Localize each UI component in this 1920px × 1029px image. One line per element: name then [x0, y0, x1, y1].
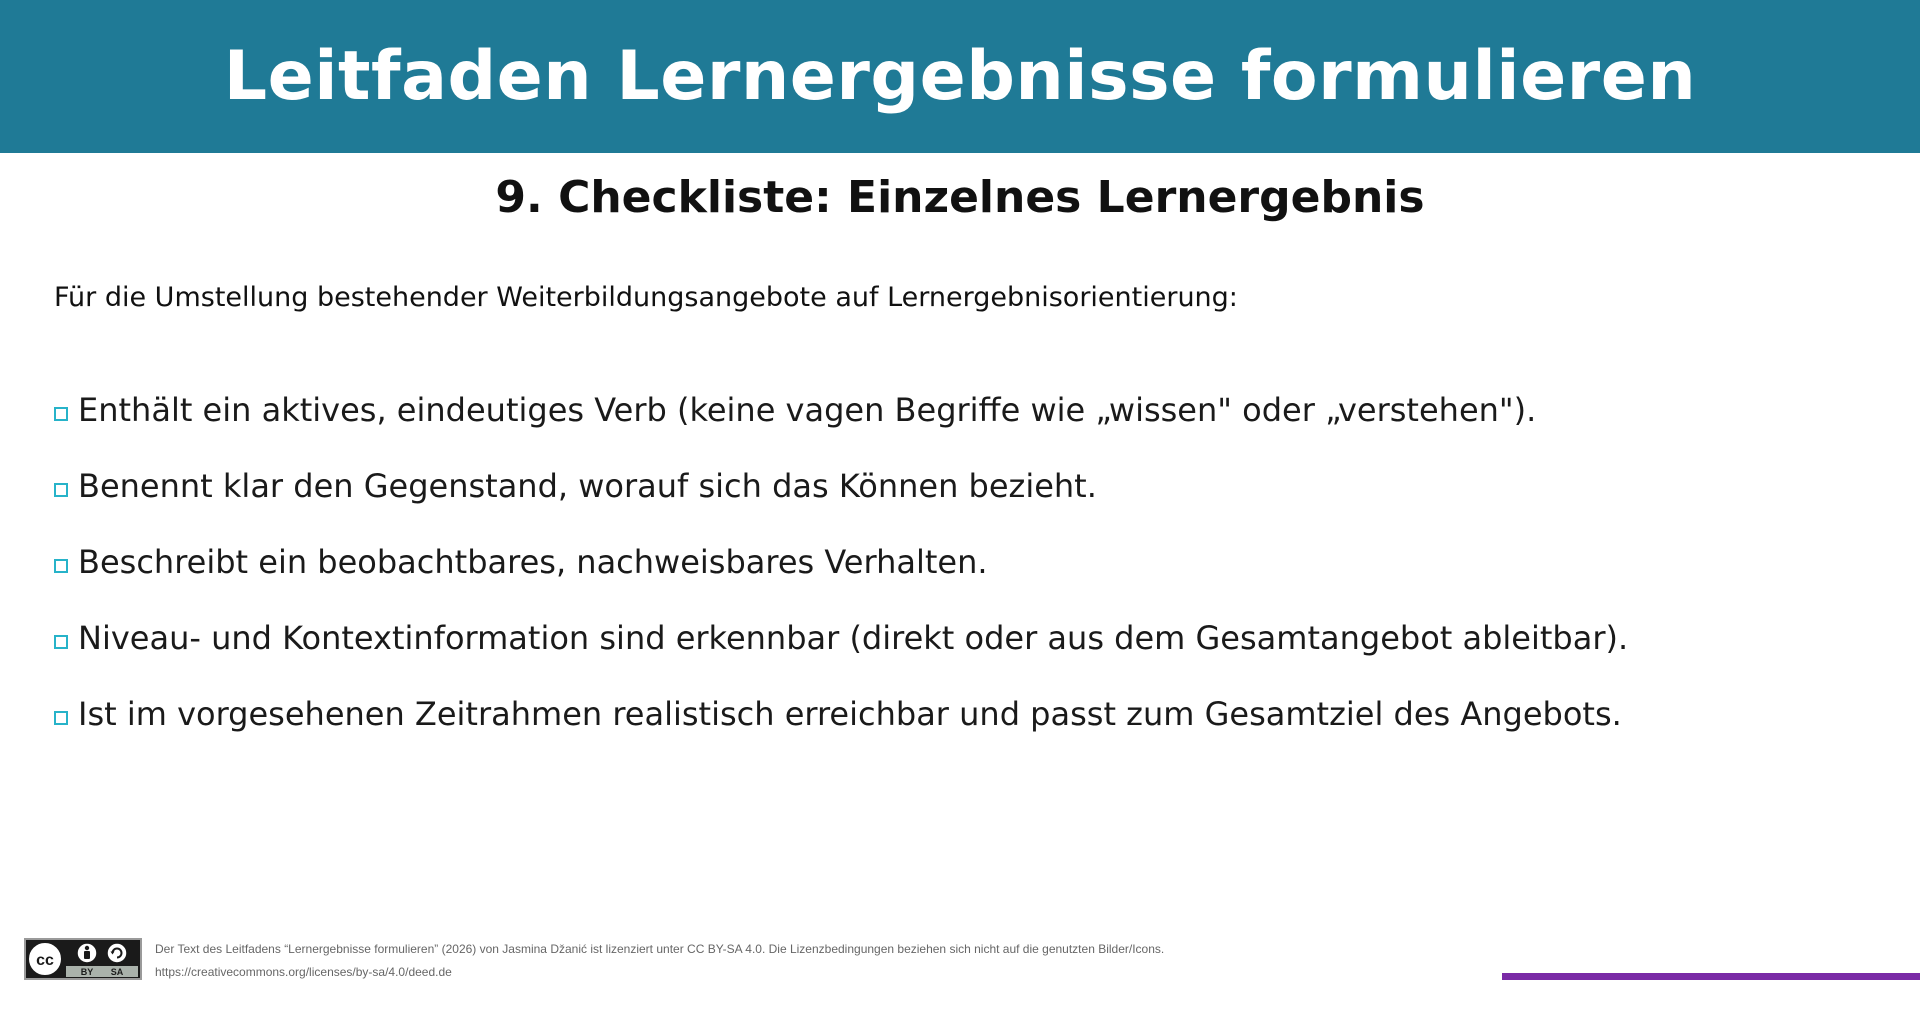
- sa-badge-label: SA: [110, 967, 124, 977]
- checklist-item-label: Ist im vorgesehenen Zeitrahmen realistisch erreichbar und passt zum Gesamtziel des Angebots.: [78, 695, 1622, 733]
- intro-text: Für die Umstellung bestehender Weiterbildungsangebote auf Lernergebnisorientierung:: [54, 282, 1238, 313]
- checkbox-outline-icon: [54, 559, 68, 573]
- checklist-item-label: Beschreibt ein beobachtbares, nachweisbares Verhalten.: [78, 543, 988, 581]
- header-banner: [0, 0, 1920, 153]
- checklist-item-label: Benennt klar den Gegenstand, worauf sich das Können bezieht.: [78, 467, 1097, 505]
- checkbox-outline-icon: [54, 711, 68, 725]
- checkbox-outline-icon: [54, 483, 68, 497]
- checklist-item: [54, 372, 1628, 448]
- cc-by-sa-badge-graphic: [26, 940, 140, 978]
- checklist-item: [54, 600, 1628, 676]
- by-badge-label: BY: [80, 967, 94, 977]
- checklist-item-label: Niveau- und Kontextinformation sind erkennbar (direkt oder aus dem Gesamtangebot ableitbar).: [78, 619, 1629, 657]
- license-notice: [155, 938, 1164, 984]
- checklist-item: [54, 524, 1628, 600]
- license-statement: Der Text des Leitfadens “Lernergebnisse formulieren” (2026) von Jasmina Džanić ist lizenziert unter CC BY-SA 4.0. Die Lizenzbedingungen beziehen sich nicht auf die genutzten Bilder/Icons.: [155, 942, 1165, 956]
- page-title: Leitfaden Lernergebnisse formulieren: [223, 37, 1697, 116]
- checklist-item: [54, 448, 1628, 524]
- accent-bar: [1502, 973, 1920, 980]
- cc-badge-label: cc: [36, 952, 54, 969]
- checklist: [54, 372, 1628, 752]
- checkbox-outline-icon: [54, 635, 68, 649]
- license-link[interactable]: https://creativecommons.org/licenses/by-sa/4.0/deed.de: [155, 965, 452, 979]
- section-title: 9. Checkliste: Einzelnes Lernergebnis: [495, 172, 1425, 223]
- checklist-item: [54, 676, 1628, 752]
- checkbox-outline-icon: [54, 407, 68, 421]
- cc-by-sa-icon: [24, 938, 142, 980]
- checklist-item-label: Enthält ein aktives, eindeutiges Verb (keine vagen Begriffe wie „wissen" oder „verstehen").: [78, 391, 1537, 429]
